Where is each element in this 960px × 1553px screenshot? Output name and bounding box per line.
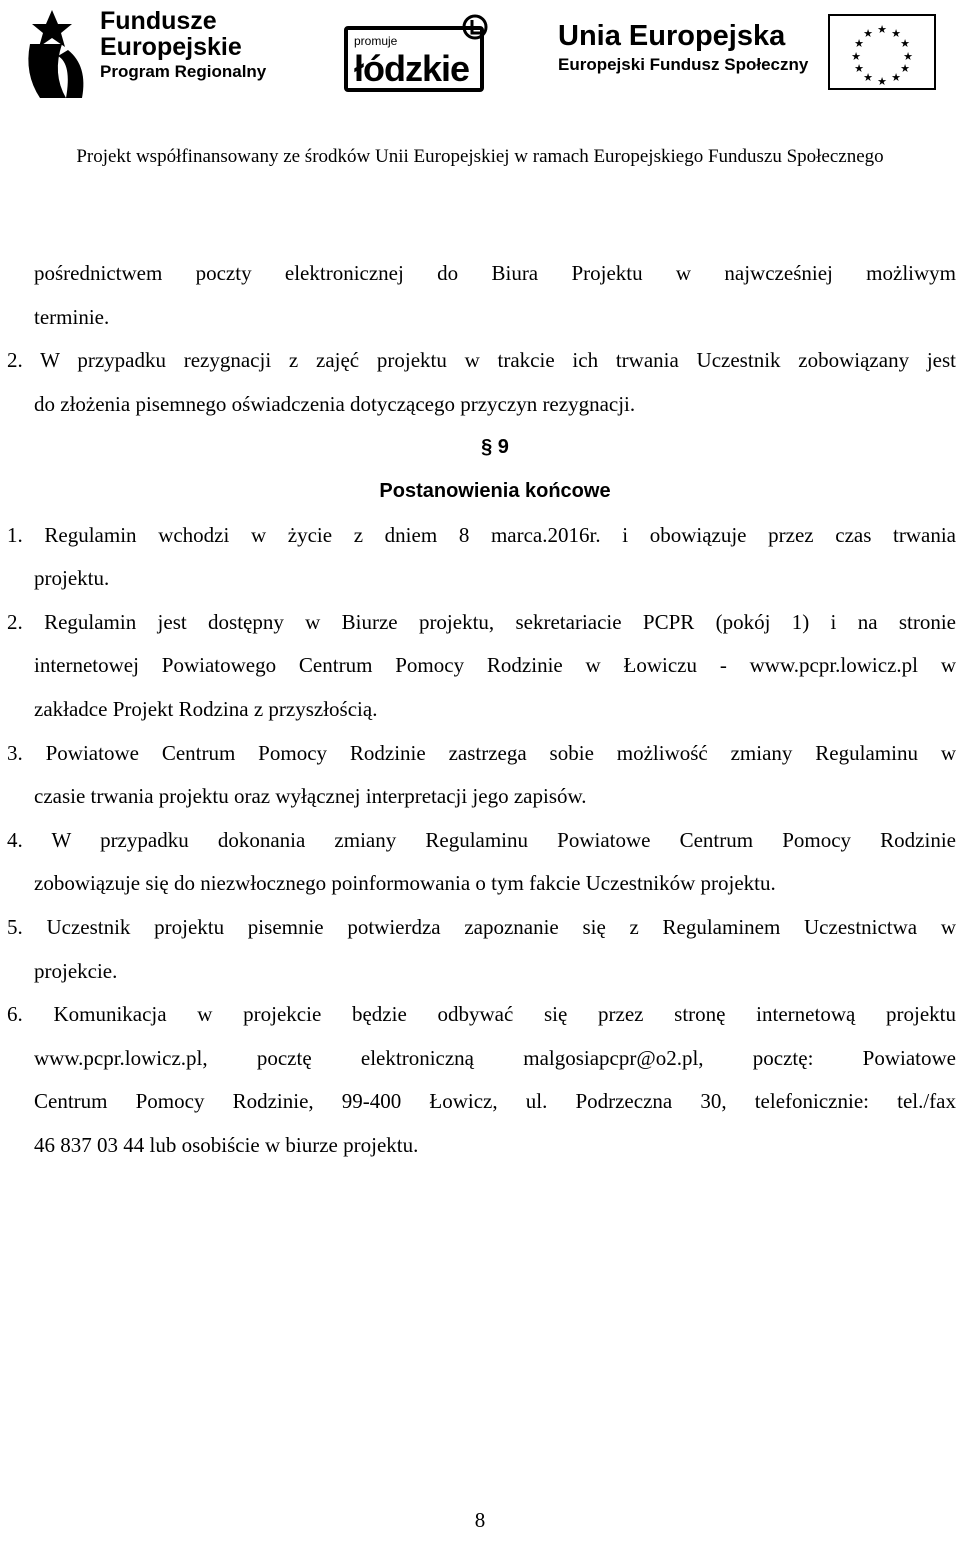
list-item-line: czasie trwania projektu oraz wyłącznej interpretacji jego zapisów.	[34, 784, 587, 809]
svg-text:★: ★	[877, 23, 887, 36]
page-number: 8	[474, 1508, 486, 1532]
list-item-line: zobowiązuje się do niezwłocznego poinformowania o tym fakcie Uczestników projektu.	[34, 871, 776, 896]
paragraph-line: pośrednictwem poczty elektronicznej do Biura Projektu w najwcześniej możliwym	[34, 261, 956, 285]
cofinancing-note: Projekt współfinansowany ze środków Unii Europejskiej w ramach Europejskiego Funduszu Społecznego	[76, 146, 884, 167]
list-item-line: Centrum Pomocy Rodzinie, 99-400 Łowicz, ul. Podrzeczna 30, telefonicznie: tel./fax	[34, 1089, 956, 1114]
svg-text:★: ★	[854, 62, 864, 75]
promuje-lodzkie-logo	[344, 12, 490, 94]
fe-logo-line3: Program Regionalny	[100, 62, 267, 81]
fe-star-icon	[22, 4, 92, 100]
svg-text:★: ★	[891, 71, 901, 84]
list-item-line: 5. Uczestnik projektu pisemnie potwierdza zapoznanie się z Regulaminem Uczestnictwa w	[7, 914, 956, 939]
svg-text:★: ★	[851, 50, 861, 63]
fundusze-europejskie-logo	[22, 4, 292, 100]
svg-text:★: ★	[854, 37, 864, 50]
paragraph-line: terminie.	[34, 304, 110, 329]
list-item-line: projekcie.	[34, 958, 118, 983]
eu-flag-icon	[828, 14, 936, 90]
svg-text:★: ★	[900, 62, 910, 75]
list-item-line: 6. Komunikacja w projekcie będzie odbywać się przez stronę internetową projektu	[7, 1002, 956, 1027]
document-body	[7, 252, 956, 1167]
unia-europejska-logo	[558, 14, 938, 94]
svg-text:★: ★	[900, 37, 910, 50]
svg-text:★: ★	[863, 71, 873, 84]
lodz-logo-line2: łódzkie	[354, 48, 470, 89]
svg-text:★: ★	[891, 27, 901, 40]
list-item-line: internetowej Powiatowego Centrum Pomocy Rodzinie w Łowiczu - www.pcpr.lowicz.pl w	[34, 653, 956, 678]
fe-logo-line2: Europejskie	[100, 33, 242, 61]
list-item-line: do złożenia pisemnego oświadczenia dotyczącego przyczyn rezygnacji.	[34, 391, 636, 416]
section-title: Postanowienia końcowe	[379, 479, 611, 502]
ue-logo-line1: Unia Europejska	[558, 20, 786, 52]
svg-text:★: ★	[863, 27, 873, 40]
list-item-line: www.pcpr.lowicz.pl, pocztę elektroniczną malgosiapcpr@o2.pl, pocztę: Powiatowe	[34, 1045, 956, 1070]
section-number: § 9	[481, 436, 509, 459]
svg-text:★: ★	[877, 75, 887, 88]
list-item-line: 2. W przypadku rezygnacji z zajęć projektu w trakcie ich trwania Uczestnik zobowiązany jest	[7, 348, 956, 373]
list-item-line: 4. W przypadku dokonania zmiany Regulaminu Powiatowe Centrum Pomocy Rodzinie	[7, 827, 956, 852]
list-item-line: zakładce Projekt Rodzina z przyszłością.	[34, 696, 378, 721]
svg-text:★: ★	[903, 50, 913, 63]
header-logos	[0, 0, 960, 135]
list-item-line: 2. Regulamin jest dostępny w Biurze projektu, sekretariacie PCPR (pokój 1) i na stronie	[7, 609, 956, 634]
ue-logo-line2: Europejski Fundusz Społeczny	[558, 55, 809, 74]
fe-logo-line1: Fundusze	[100, 7, 217, 35]
list-item-line: projektu.	[34, 566, 110, 591]
lodz-logo-line1: promuje	[354, 34, 398, 48]
list-item-line: 1. Regulamin wchodzi w życie z dniem 8 marca.2016r. i obowiązuje przez czas trwania	[7, 522, 956, 547]
list-item-line: 46 837 03 44 lub osobiście w biurze projektu.	[34, 1132, 419, 1157]
list-item-line: 3. Powiatowe Centrum Pomocy Rodzinie zastrzega sobie możliwość zmiany Regulaminu w	[7, 740, 956, 765]
